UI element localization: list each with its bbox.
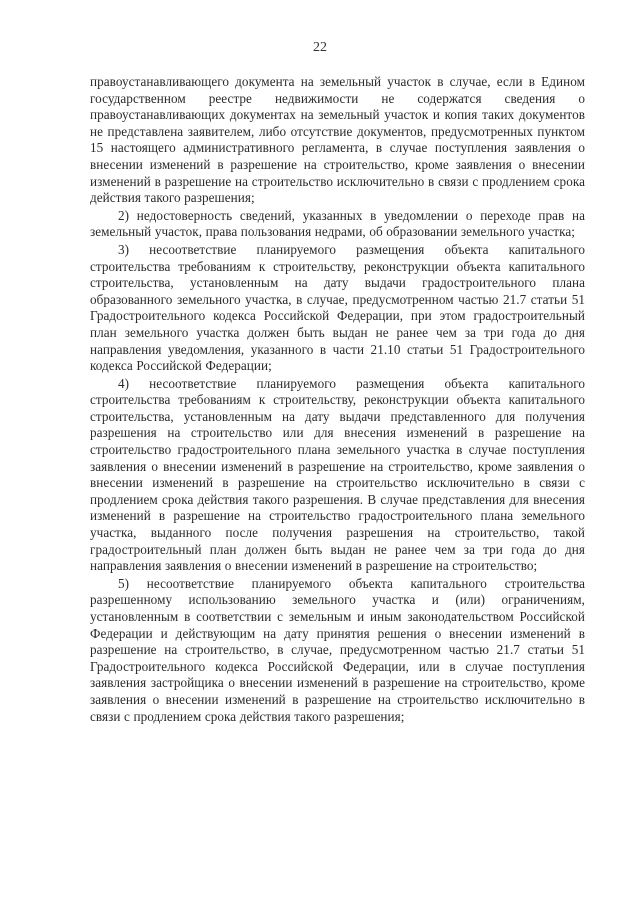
paragraph-item-4: 4) несоответствие планируемого размещения объекта капитального строительства требованиям к строительству, реконструкции объекта капитального строительства, установленным на дату выдачи представленного для получения разрешения на строительство или для внесения изменений в разрешение на строительство градостроительного плана земельного участка в случае поступления заявления о внесении изменений в разрешение на строительство, кроме заявления о внесении изменений в разрешение на строительство исключительно в связи с продлением срока действия такого разрешения. В случае представления для внесения изменений в разрешение на строительство градостроительного плана земельного участка, выданного после получения разрешения на строительство, такой градостроительный план должен быть выдан не ранее чем за три года до дня направления заявления о внесении изменений в разрешение на строительство; xyxy=(90,375,585,574)
document-body xyxy=(90,74,585,725)
paragraph-item-2: 2) недостоверность сведений, указанных в уведомлении о переходе прав на земельный участок, права пользования недрами, об образовании земельного участка; xyxy=(90,207,585,240)
paragraph-continuation: правоустанавливающего документа на земельный участок в случае, если в Едином государственном реестре недвижимости не содержатся сведения о правоустанавливающих документах на земельный участок и копия таких документов не представлена заявителем, либо отсутствие документов, предусмотренных пунктом 15 настоящего административного регламента, в случае поступления заявления о внесении изменений в разрешение на строительство, кроме заявления о внесении изменений в разрешение на строительство исключительно в связи с продлением срока действия такого разрешения; xyxy=(90,74,585,206)
page-number: 22 xyxy=(313,40,327,55)
paragraph-item-3: 3) несоответствие планируемого размещения объекта капитального строительства требованиям к строительству, реконструкции объекта капитального строительства, установленным на дату выдачи градостроительного плана образованного земельного участка, в случае, предусмотренном частью 21.7 статьи 51 Градостроительного кодекса Российской Федерации, при этом градостроительный план земельного участка должен быть выдан не ранее чем за три года до дня направления уведомления, указанного в части 21.10 статьи 51 Градостроительного кодекса Российской Федерации; xyxy=(90,241,585,374)
paragraph-item-5: 5) несоответствие планируемого объекта капитального строительства разрешенному использованию земельного участка и (или) ограничениям, установленным в соответствии с земельным и иным законодательством Российской Федерации и действующим на дату принятия решения о внесении изменений в разрешение на строительство, в случае, предусмотренном частью 21.7 статьи 51 Градостроительного кодекса Российской Федерации, или в случае поступления заявления застройщика о внесении изменений в разрешение на строительство, кроме заявления о внесении изменений в разрешение на строительство исключительно в связи с продлением срока действия такого разрешения; xyxy=(90,575,585,724)
